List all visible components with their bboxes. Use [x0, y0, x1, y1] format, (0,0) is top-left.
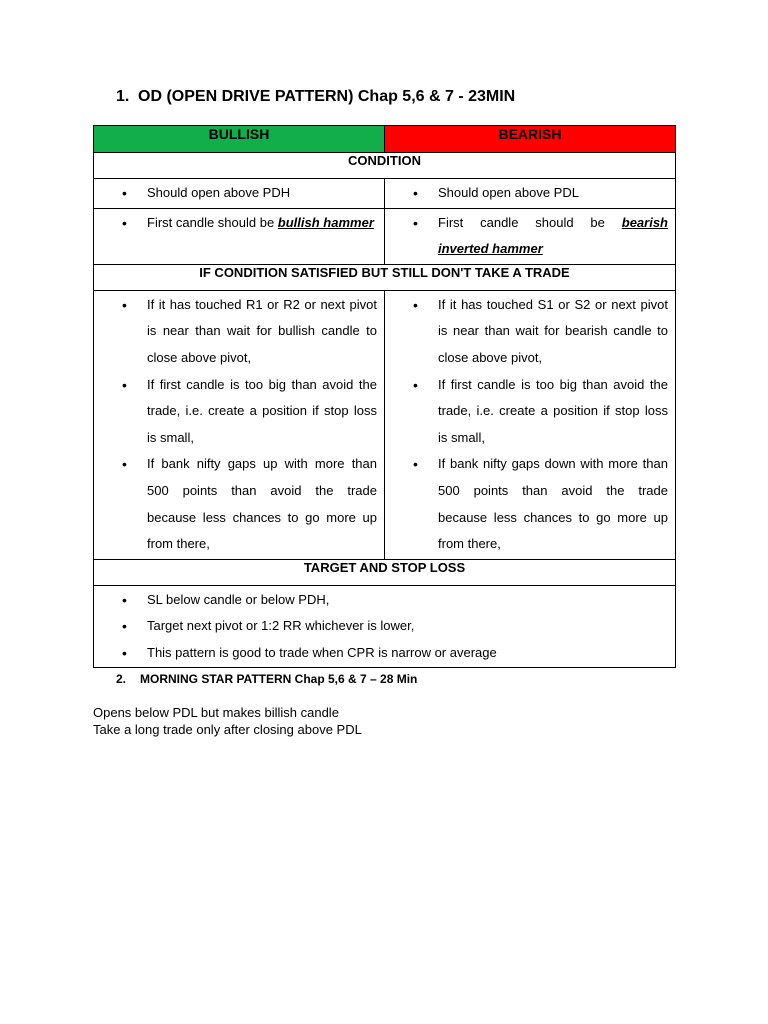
- condition-2-bearish: [385, 210, 668, 263]
- bearish-header: BEARISH: [385, 126, 676, 153]
- heading-1-number: 1.: [116, 88, 130, 105]
- heading-2-number: 2.: [116, 672, 127, 686]
- no-trade-bearish-list: [385, 292, 675, 558]
- target-row: [94, 585, 676, 668]
- list-item: • If first candle is too big than avoid the trade, i.e. create a position if stop loss is small,: [385, 372, 668, 452]
- pattern-table: [93, 125, 676, 668]
- condition-2-bullish: [94, 210, 377, 237]
- list-item: • SL below candle or below PDH,: [94, 587, 668, 614]
- no-trade-header: IF CONDITION SATISFIED BUT STILL DON'T TAKE A TRADE: [94, 264, 676, 290]
- condition-row-2: [94, 208, 676, 264]
- list-item: • If first candle is too big than avoid the trade, i.e. create a position if stop loss is small,: [94, 372, 377, 452]
- table-header-row: [94, 126, 676, 153]
- condition-1-bearish: • Should open above PDL: [385, 180, 668, 207]
- paragraph-line-1: Opens below PDL but makes billish candle: [93, 705, 339, 720]
- condition-2-bearish-emphasis: bearish inverted hammer: [438, 214, 668, 257]
- target-header: TARGET AND STOP LOSS: [94, 559, 676, 585]
- heading-2-text: MORNING STAR PATTERN Chap 5,6 & 7 – 28 Min: [140, 672, 418, 686]
- paragraph-line-2: Take a long trade only after closing above PDL: [93, 722, 362, 737]
- condition-2-bearish-text: First candle should be: [438, 214, 622, 230]
- bullish-header: BULLISH: [94, 126, 385, 153]
- list-item: • If bank nifty gaps up with more than 500 points than avoid the trade because less chances to go more up from there,: [94, 451, 377, 557]
- heading-1-text: OD (OPEN DRIVE PATTERN) Chap 5,6 & 7 - 23MIN: [138, 88, 516, 105]
- condition-header: CONDITION: [94, 153, 676, 179]
- condition-2-bullish-emphasis: bullish hammer: [277, 214, 374, 230]
- list-item: • This pattern is good to trade when CPR is narrow or average: [94, 640, 668, 667]
- list-item: • If it has touched R1 or R2 or next pivot is near than wait for bullish candle to close above pivot,: [94, 292, 377, 372]
- list-item: • If bank nifty gaps down with more than 500 points than avoid the trade because less chances to go more up from there,: [385, 451, 668, 557]
- list-item: • Target next pivot or 1:2 RR whichever is lower,: [94, 613, 668, 640]
- condition-1-bullish: • Should open above PDH: [94, 180, 377, 207]
- condition-2-bullish-text: First candle should be: [147, 214, 278, 230]
- no-trade-row: [94, 290, 676, 559]
- no-trade-bullish-list: [94, 292, 384, 558]
- target-list: [94, 587, 675, 667]
- condition-row-1: [94, 179, 676, 209]
- list-item: • If it has touched S1 or S2 or next pivot is near than wait for bearish candle to close above pivot,: [385, 292, 668, 372]
- heading-1: [116, 88, 515, 106]
- heading-2: [116, 672, 417, 686]
